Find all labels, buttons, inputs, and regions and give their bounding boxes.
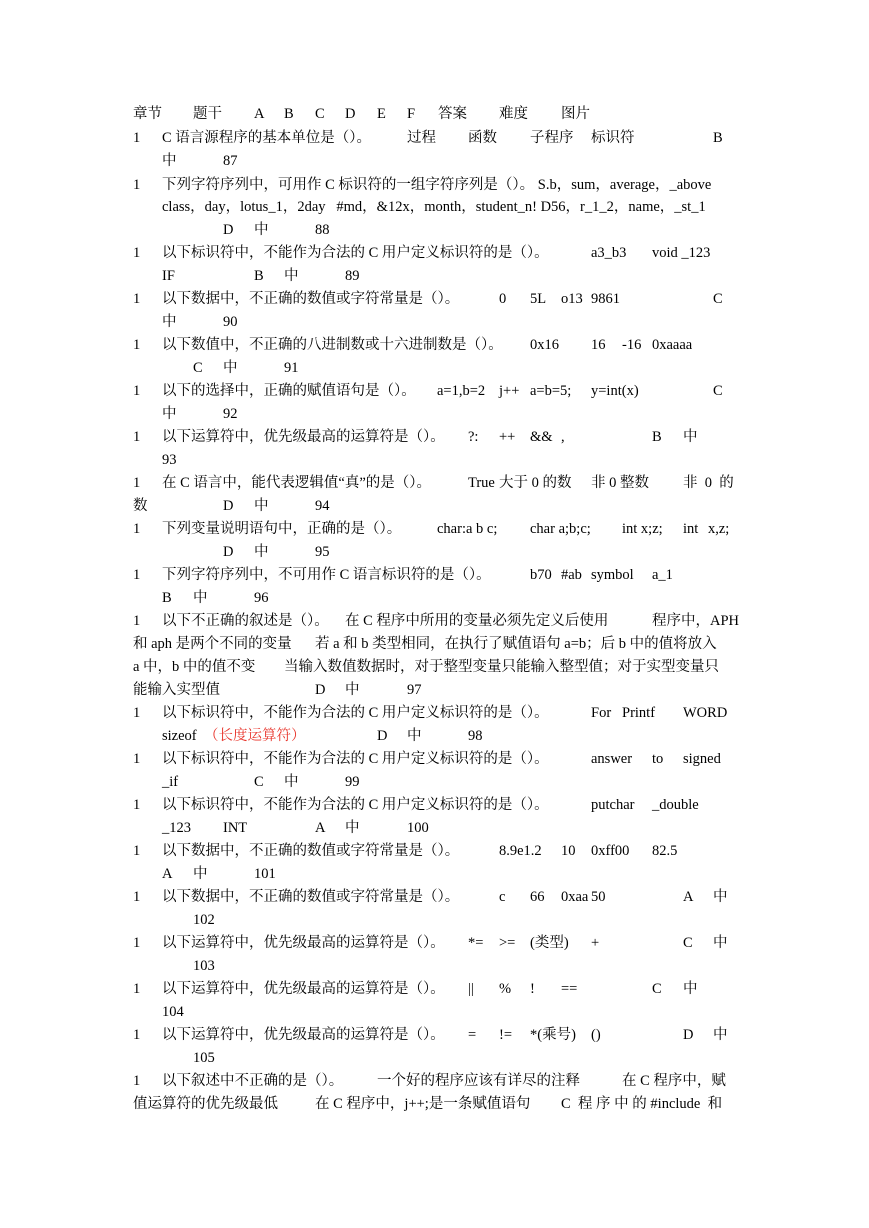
chapter-cell: 1	[133, 981, 141, 997]
option-d: INT	[223, 820, 248, 836]
chapter-cell: 1	[133, 429, 141, 445]
chapter-cell: 1	[133, 1027, 141, 1043]
question-stem: 以下叙述中不正确的是（）。	[162, 1073, 344, 1089]
answer-cell: D	[683, 1027, 694, 1043]
chapter-cell: 1	[133, 475, 141, 491]
question-stem: 以下数据中，不正确的数值或字符常量是（）。	[162, 843, 460, 859]
option-a: b70	[530, 567, 552, 583]
answer-cell: C	[193, 360, 203, 376]
question-stem: C 语言源程序的基本单位是（）。	[162, 130, 372, 146]
difficulty-cell: 中	[284, 268, 299, 284]
difficulty-cell: 中	[713, 935, 728, 951]
difficulty-cell: 中	[254, 498, 269, 514]
option-b: char a;b;c;	[530, 521, 591, 537]
chapter-cell: 1	[133, 245, 141, 261]
question-stem: 以下标识符中，不能作为合法的 C 用户定义标识符的是（）。	[162, 245, 549, 261]
chapter-cell: 1	[133, 521, 141, 537]
option-d: _if	[162, 774, 179, 790]
chapter-cell: 1	[133, 705, 141, 721]
option-a: 一个好的程序应该有详尽的注释	[377, 1073, 580, 1089]
header-f: F	[407, 106, 416, 122]
header-e: E	[377, 106, 386, 122]
answer-cell: C	[713, 291, 723, 307]
chapter-cell: 1	[133, 567, 141, 583]
answer-cell: B	[254, 268, 264, 284]
option-a: 8.9e1.2	[499, 843, 542, 859]
chapter-cell: 1	[133, 797, 141, 813]
option-d-continued: 数	[133, 498, 148, 514]
option-d: sizeof	[162, 728, 197, 744]
option-d: y=int(x)	[591, 383, 639, 399]
question-id: 102	[193, 912, 215, 928]
option-a: For	[591, 705, 612, 721]
header-chapter: 章节	[133, 106, 162, 122]
option-b-continued: 和 aph 是两个不同的变量	[133, 636, 292, 652]
option-b: Printf	[622, 705, 656, 721]
option-a: ||	[468, 981, 474, 997]
difficulty-cell: 中	[254, 222, 269, 238]
answer-cell: D	[223, 222, 234, 238]
option-d: C 程 序 中 的 #include 和	[561, 1096, 723, 1112]
chapter-cell: 1	[133, 177, 141, 193]
option-b: %	[499, 981, 512, 997]
chapter-cell: 1	[133, 751, 141, 767]
question-stem: 下列字符序列中，不可用作 C 语言标识符的是（）。	[162, 567, 491, 583]
chapter-cell: 1	[133, 1073, 141, 1089]
answer-cell: A	[315, 820, 326, 836]
option-b: ++	[499, 429, 516, 445]
chapter-cell: 1	[133, 383, 141, 399]
difficulty-cell: 中	[162, 314, 177, 330]
answer-cell: D	[315, 682, 326, 698]
answer-cell: D	[223, 498, 234, 514]
difficulty-cell: 中	[713, 1027, 728, 1043]
question-stem: 以下数据中，不正确的数值或字符常量是（）。	[162, 889, 460, 905]
option-c: 0xaa	[561, 889, 589, 905]
option-a: *=	[468, 935, 484, 951]
option-b: >=	[499, 935, 516, 951]
option-a: =	[468, 1027, 477, 1043]
option-c: symbol	[591, 567, 634, 583]
option-d: 0xaaaa	[652, 337, 693, 353]
chapter-cell: 1	[133, 291, 141, 307]
option-d: 标识符	[591, 130, 635, 146]
option-a: a3_b3	[591, 245, 627, 261]
question-id: 103	[193, 958, 215, 974]
difficulty-cell: 中	[284, 774, 299, 790]
question-id: 105	[193, 1050, 215, 1066]
option-b: 5L	[530, 291, 547, 307]
answer-cell: A	[162, 866, 173, 882]
option-c: (类型)	[530, 935, 569, 951]
chapter-cell: 1	[133, 889, 141, 905]
header-d: D	[345, 106, 356, 122]
question-stem: 以下运算符中，优先级最高的运算符是（）。	[162, 429, 445, 445]
chapter-cell: 1	[133, 843, 141, 859]
option-b: 66	[530, 889, 545, 905]
option-b: 大于 0 的数	[499, 475, 572, 491]
option-d-note: （长度运算符）	[204, 728, 306, 744]
option-a: a=1,b=2	[437, 383, 486, 399]
option-a: answer	[591, 751, 633, 767]
option-d: ==	[561, 981, 578, 997]
option-d: a_1	[652, 567, 673, 583]
option-c: IF	[162, 268, 175, 284]
option-a: ?:	[468, 429, 479, 445]
option-b-continued: 值运算符的优先级最低	[133, 1096, 278, 1112]
option-d-continued: 能输入实型值	[133, 682, 220, 698]
difficulty-cell: 中	[683, 981, 698, 997]
option-a: putchar	[591, 797, 635, 813]
question-stem: 以下的选择中，正确的赋值语句是（）。	[162, 383, 416, 399]
options-text: class，day，lotus_1，2day #md，&12x，month，student_n! D56，r_1_2，name，_st_1	[162, 199, 706, 215]
question-id: 90	[223, 314, 238, 330]
header-image: 图片	[561, 106, 590, 122]
header-c: C	[315, 106, 325, 122]
option-c: 在 C 程序中，j++;是一条赋值语句	[315, 1096, 531, 1112]
option-c: 非 0 整数	[591, 475, 649, 491]
difficulty-cell: 中	[193, 866, 208, 882]
option-c: o13	[561, 291, 583, 307]
option-b: j++	[499, 383, 520, 399]
answer-cell: A	[683, 889, 694, 905]
option-b: 在 C 程序中，赋	[622, 1073, 726, 1089]
question-id: 87	[223, 153, 238, 169]
option-b: !=	[499, 1027, 513, 1043]
header-a: A	[254, 106, 265, 122]
difficulty-cell: 中	[162, 153, 177, 169]
option-c: a=b=5;	[530, 383, 572, 399]
option-b: to	[652, 751, 664, 767]
question-id: 99	[345, 774, 360, 790]
option-a: True	[468, 475, 495, 491]
question-stem: 以下标识符中，不能作为合法的 C 用户定义标识符的是（）。	[162, 705, 549, 721]
option-d: ()	[591, 1027, 601, 1043]
question-id: 92	[223, 406, 238, 422]
option-d: 当输入数值数据时，对于整型变量只能输入整型值；对于实型变量只	[284, 659, 719, 675]
question-id: 96	[254, 590, 269, 606]
difficulty-cell: 中	[193, 590, 208, 606]
answer-cell: C	[652, 981, 662, 997]
option-c: *(乘号)	[530, 1027, 576, 1043]
option-c-continued: a 中，b 中的值不变	[133, 659, 256, 675]
answer-cell: C	[713, 383, 723, 399]
difficulty-cell: 中	[162, 406, 177, 422]
option-b: 16	[591, 337, 606, 353]
chapter-cell: 1	[133, 337, 141, 353]
option-a: 0	[499, 291, 507, 307]
question-id: 98	[468, 728, 483, 744]
option-d-continued: x,z;	[708, 521, 730, 537]
option-c: 子程序	[530, 130, 574, 146]
question-id: 88	[315, 222, 330, 238]
answer-cell: B	[713, 130, 723, 146]
option-c: int x;z;	[622, 521, 663, 537]
answer-cell: B	[652, 429, 662, 445]
question-id: 94	[315, 498, 330, 514]
difficulty-cell: 中	[345, 682, 360, 698]
option-d: ,	[561, 429, 565, 445]
option-a: 在 C 程序中所用的变量必须先定义后使用	[345, 613, 609, 629]
question-stem: 以下运算符中，优先级最高的运算符是（）。	[162, 935, 445, 951]
option-c: !	[530, 981, 535, 997]
option-c: signed	[683, 751, 721, 767]
answer-cell: D	[223, 544, 234, 560]
chapter-cell: 1	[133, 130, 141, 146]
header-difficulty: 难度	[499, 106, 528, 122]
option-a: 过程	[407, 130, 436, 146]
option-b: 函数	[468, 130, 497, 146]
option-c: WORD	[683, 705, 728, 721]
question-stem: 以下数据中，不正确的数值或字符常量是（）。	[162, 291, 460, 307]
question-stem: 下列字符序列中，可用作 C 标识符的一组字符序列是（）。 S.b，sum，average，_above	[162, 177, 712, 193]
option-c: -16	[622, 337, 642, 353]
question-stem: 以下运算符中，优先级最高的运算符是（）。	[162, 1027, 445, 1043]
answer-cell: C	[254, 774, 264, 790]
answer-cell: B	[162, 590, 172, 606]
option-d: 50	[591, 889, 606, 905]
option-b: void _123	[652, 245, 711, 261]
answer-cell: D	[377, 728, 388, 744]
option-b: 程序中，APH	[652, 613, 740, 629]
option-a: c	[499, 889, 506, 905]
question-stem: 以下运算符中，优先级最高的运算符是（）。	[162, 981, 445, 997]
question-id: 95	[315, 544, 330, 560]
difficulty-cell: 中	[407, 728, 422, 744]
difficulty-cell: 中	[683, 429, 698, 445]
option-c: 若 a 和 b 类型相同，在执行了赋值语句 a=b；后 b 中的值将放入	[315, 636, 717, 652]
question-stem: 以下数值中，不正确的八进制数或十六进制数是（）。	[162, 337, 503, 353]
option-a: 0x16	[530, 337, 559, 353]
option-c: &&	[530, 429, 553, 445]
chapter-cell: 1	[133, 613, 141, 629]
header-stem: 题干	[193, 106, 222, 122]
option-d: 82.5	[652, 843, 678, 859]
question-id: 91	[284, 360, 299, 376]
question-id: 101	[254, 866, 276, 882]
option-d: 非 0 的	[683, 475, 734, 491]
question-id: 100	[407, 820, 429, 836]
option-b: #ab	[561, 567, 582, 583]
option-d: 9861	[591, 291, 620, 307]
answer-cell: C	[683, 935, 693, 951]
question-stem: 下列变量说明语句中，正确的是（）。	[162, 521, 402, 537]
question-id: 89	[345, 268, 360, 284]
header-answer: 答案	[438, 106, 467, 122]
difficulty-cell: 中	[345, 820, 360, 836]
header-b: B	[284, 106, 294, 122]
option-a: char:a b c;	[437, 521, 498, 537]
difficulty-cell: 中	[254, 544, 269, 560]
option-c: _123	[162, 820, 191, 836]
chapter-cell: 1	[133, 935, 141, 951]
option-b: 10	[561, 843, 576, 859]
question-id: 93	[162, 452, 177, 468]
option-b: _double	[652, 797, 699, 813]
option-d: int	[683, 521, 699, 537]
question-id: 97	[407, 682, 422, 698]
question-stem: 以下标识符中，不能作为合法的 C 用户定义标识符的是（）。	[162, 797, 549, 813]
option-d: +	[591, 935, 600, 951]
difficulty-cell: 中	[223, 360, 238, 376]
question-stem: 以下不正确的叙述是（）。	[162, 613, 329, 629]
difficulty-cell: 中	[713, 889, 728, 905]
question-stem: 在 C 语言中，能代表逻辑值“真”的是（）。	[162, 475, 432, 491]
question-stem: 以下标识符中，不能作为合法的 C 用户定义标识符的是（）。	[162, 751, 549, 767]
question-id: 104	[162, 1004, 184, 1020]
option-c: 0xff00	[591, 843, 630, 859]
